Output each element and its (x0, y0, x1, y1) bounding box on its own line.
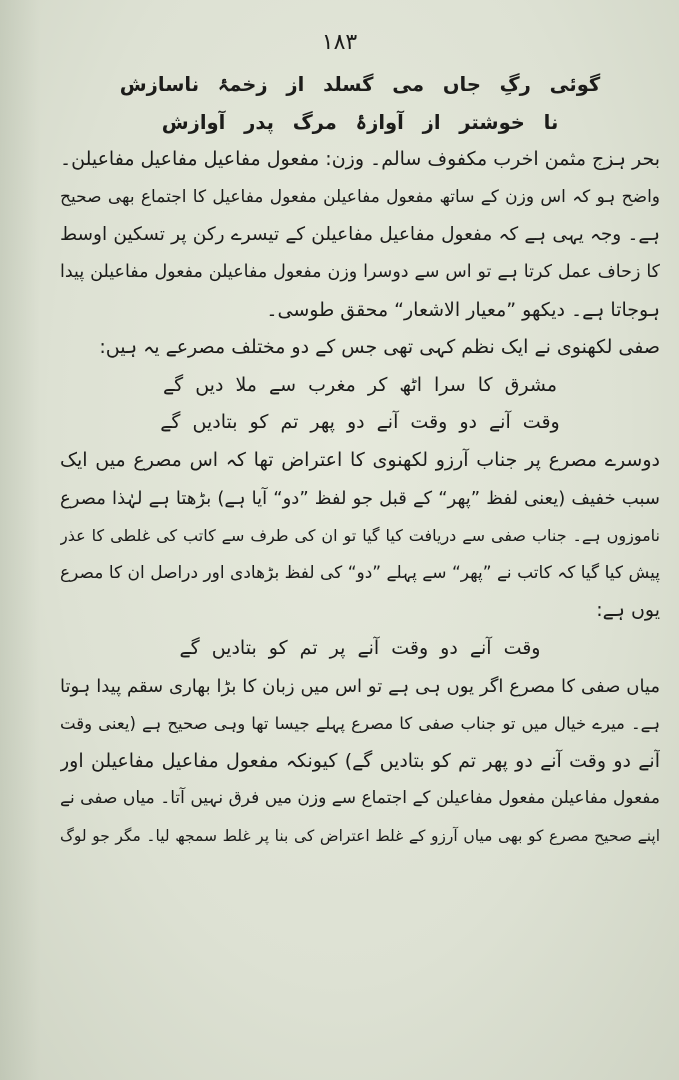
quoted-verse-2: وقت آنے دو وقت آنے دو پھر تم کو بتادیں گے (160, 411, 560, 434)
text-line-6: کا زحاف عمل کرتا ہے تو اس سے دوسرا وزن مفعول مفاعیلن مفعول مفاعیلن پیدا (60, 261, 660, 282)
quoted-verse-1: مشرق کا سرا اٹھ کر مغرب سے ملا دیں گے (163, 373, 557, 396)
verse-line-2: نا خوشتر از آوازۂ مرگ پدر آوازش (161, 110, 559, 134)
page-text (60, 66, 660, 855)
text-line-21: اپنے صحیح مصرع کو بھی میاں آرزو کے غلط اعتراض کی بنا پر غلط سمجھ لیا۔ مگر جو لوگ (60, 826, 660, 845)
text-line-3: بحر ہزج مثمن اخرب مکفوف سالم۔ وزن: مفعول مفاعیل مفاعیل مفاعیلن۔ (60, 148, 660, 171)
text-line-5: ہے۔ وجہ یہی ہے کہ مفعول مفاعیل مفاعیلن کے تیسرے رکن پر تسکین اوسط (60, 224, 660, 246)
text-line-15: یوں ہے: (596, 599, 660, 622)
page-number: ۱۸۳ (321, 30, 358, 55)
text-line-7: ہوجاتا ہے۔ دیکھو ”معیار الاشعار“ محقق طوسی۔ (266, 298, 660, 321)
text-line-12: سبب خفیف (یعنی لفظ ”پھر“ کے قبل جو لفظ ”دو“ آیا ہے) بڑھتا ہے لہٰذا مصرع (60, 487, 660, 509)
text-line-13: ناموزوں ہے۔ جناب صفی سے دریافت کیا گیا تو ان کی طرف سے کاتب کی غلطی کا عذر (60, 526, 660, 546)
text-line-19: آنے دو وقت آنے دو پھر تم کو بتادیں گے) کیونکہ مفعول مفاعیل مفاعیلن اور (60, 749, 660, 772)
verse-line-1: گوئی رگِ جاں می گسلد از زخمۂ ناسازش (119, 73, 601, 96)
text-line-4: واضح ہو کہ اس وزن کے ساتھ مفعول مفاعیلن مفعول مفاعیل کا اجتماع بھی صحیح (60, 186, 660, 207)
text-line-8: صفی لکھنوی نے ایک نظم کہی تھی جس کے دو مختلف مصرعے یہ ہیں: (99, 336, 660, 359)
text-line-20: مفعول مفاعیلن مفعول مفاعیلن کے اجتماع سے وزن میں فرق نہیں آتا۔ میاں صفی نے (60, 788, 660, 809)
page-edge-shadow (0, 0, 40, 1080)
quoted-verse-3: وقت آنے دو وقت آنے پر تم کو بتادیں گے (179, 636, 541, 659)
text-line-14: پیش کیا گیا کہ کاتب نے ”پھر“ سے پہلے ”دو“ کی لفظ بڑھادی اور دراصل ان کا مصرع (60, 562, 660, 583)
text-line-17: میاں صفی کا مصرع اگر یوں ہی ہے تو اس میں زبان کا بڑا بھاری سقم پیدا ہوتا (60, 675, 660, 697)
text-line-11: دوسرے مصرع پر جناب آرزو لکھنوی کا اعتراض تھا کہ اس مصرع میں ایک (60, 448, 660, 471)
text-line-18: ہے۔ میرے خیال میں تو جناب صفی کا مصرع پہلے جیسا تھا وہی صحیح ہے (یعنی وقت (60, 714, 660, 734)
